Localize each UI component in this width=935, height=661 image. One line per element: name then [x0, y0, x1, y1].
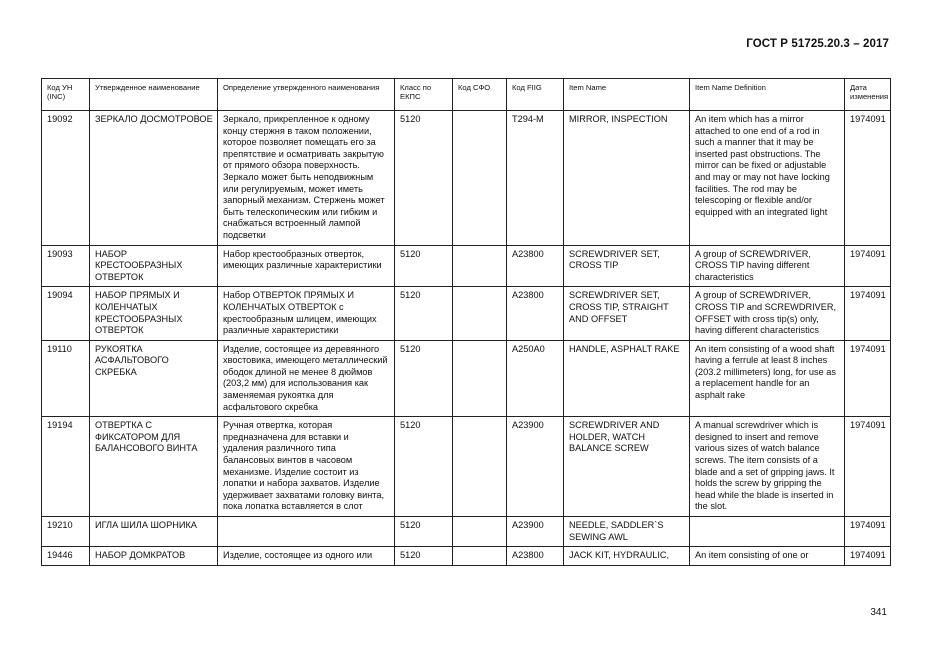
cell-class: 5120 [395, 245, 453, 287]
cell-item-definition: An item which has a mirror attached to one end of a rod in such a manner that it may be inserted past obstructions. The mirror can be fixed or adjustable and may or may not have locking facilities. The rod may be telescoping or flexible and/or equipped with an integrated light [690, 111, 845, 246]
cell-item-name: MIRROR, INSPECTION [564, 111, 690, 246]
cell-fiig: T294-M [507, 111, 564, 246]
cell-date: 1974091 [845, 287, 891, 340]
cell-date: 1974091 [845, 517, 891, 547]
cell-definition: Набор ОТВЕРТОК ПРЯМЫХ И КОЛЕНЧАТЫХ ОТВЕРТОК с крестообразным шлицем, имеющих различные характеристики [218, 287, 395, 340]
cell-date: 1974091 [845, 547, 891, 566]
cell-fiig: A23800 [507, 245, 564, 287]
cell-fiig: A250A0 [507, 340, 564, 417]
table-row [42, 287, 891, 340]
table-row [42, 547, 891, 566]
cell-sfo [453, 340, 507, 417]
cell-item-definition: A group of SCREWDRIVER, CROSS TIP having different characteristics [690, 245, 845, 287]
cell-sfo [453, 517, 507, 547]
cell-item-name: SCREWDRIVER SET, CROSS TIP [564, 245, 690, 287]
table-row [42, 245, 891, 287]
cell-name: РУКОЯТКА АСФАЛЬТОВОГО СКРЕБКА [90, 340, 218, 417]
cell-item-name: SCREWDRIVER SET, CROSS TIP, STRAIGHT AND OFFSET [564, 287, 690, 340]
column-header-code: Код УН (INC) [42, 79, 90, 111]
table-header-row [42, 79, 891, 111]
table-row [42, 517, 891, 547]
cell-item-definition [690, 517, 845, 547]
cell-definition: Набор крестообразных отверток, имеющих различные характеристики [218, 245, 395, 287]
cell-name: НАБОР ПРЯМЫХ И КОЛЕНЧАТЫХ КРЕСТООБРАЗНЫХ ОТВЕРТОК [90, 287, 218, 340]
cell-class: 5120 [395, 287, 453, 340]
cell-date: 1974091 [845, 417, 891, 517]
cell-date: 1974091 [845, 111, 891, 246]
cell-date: 1974091 [845, 245, 891, 287]
column-header-item-name: Item Name [564, 79, 690, 111]
cell-item-name: NEEDLE, SADDLER`S SEWING AWL [564, 517, 690, 547]
cell-fiig: A23900 [507, 517, 564, 547]
cell-definition: Изделие, состоящее из деревянного хвостовика, имеющего металлический ободок длиной не менее 8 дюймов (203,2 мм) для использования как заменяемая рукоятка для асфальтового скребка [218, 340, 395, 417]
cell-sfo [453, 111, 507, 246]
column-header-class: Класс по ЕКПС [395, 79, 453, 111]
table-row [42, 111, 891, 246]
cell-sfo [453, 547, 507, 566]
nomenclature-table [41, 78, 891, 566]
cell-class: 5120 [395, 340, 453, 417]
document-standard-number: ГОСТ Р 51725.20.3 – 2017 [746, 38, 889, 50]
cell-sfo [453, 417, 507, 517]
cell-code: 19093 [42, 245, 90, 287]
column-header-fiig: Код FIIG [507, 79, 564, 111]
cell-item-definition: A group of SCREWDRIVER, CROSS TIP and SCREWDRIVER, OFFSET with cross tip(s) only, having different characteristics [690, 287, 845, 340]
column-header-sfo: Код СФО [453, 79, 507, 111]
cell-item-name: HANDLE, ASPHALT RAKE [564, 340, 690, 417]
cell-name: ЗЕРКАЛО ДОСМОТРОВОЕ [90, 111, 218, 246]
cell-date: 1974091 [845, 340, 891, 417]
cell-definition: Ручная отвертка, которая предназначена для вставки и удаления различного типа балансовых винтов в часовом механизме. Изделие состоит из лопатки и набора захватов. Изделие удерживает захватами головку винта, пока лопатка вставляется в слот [218, 417, 395, 517]
cell-item-name: JACK KIT, HYDRAULIC, [564, 547, 690, 566]
cell-item-definition: A manual screwdriver which is designed to insert and remove various sizes of watch balance screws. The item consists of a blade and a set of gripping jaws. It holds the screw by gripping the head while the blade is inserted in the slot. [690, 417, 845, 517]
column-header-definition: Определение утвержденного наименования [218, 79, 395, 111]
cell-item-definition: An item consisting of one or [690, 547, 845, 566]
cell-definition: Зеркало, прикрепленное к одному концу стержня в таком положении, которое позволяет помещать его за препятствие и осматривать закрытую от прямого обзора поверхность. Зеркало может быть неподвижным или регулируемым, может иметь запорный механизм. Стержень может быть телескопическим или гибким и снабжаться встроенный лампой подсветки [218, 111, 395, 246]
cell-name: ИГЛА ШИЛА ШОРНИКА [90, 517, 218, 547]
cell-fiig: A23900 [507, 417, 564, 517]
cell-code: 19094 [42, 287, 90, 340]
cell-definition: Изделие, состоящее из одного или [218, 547, 395, 566]
table-row [42, 340, 891, 417]
column-header-date: Дата изменения [845, 79, 891, 111]
cell-item-definition: An item consisting of a wood shaft having a ferrule at least 8 inches (203.2 millimeters) long, for use as a replacement handle for an asphalt rake [690, 340, 845, 417]
cell-fiig: A23800 [507, 547, 564, 566]
cell-class: 5120 [395, 517, 453, 547]
table-row [42, 417, 891, 517]
cell-code: 19194 [42, 417, 90, 517]
cell-code: 19092 [42, 111, 90, 246]
page-number: 341 [870, 607, 887, 618]
cell-fiig: A23800 [507, 287, 564, 340]
cell-sfo [453, 245, 507, 287]
cell-name: НАБОР ДОМКРАТОВ [90, 547, 218, 566]
cell-code: 19110 [42, 340, 90, 417]
cell-code: 19210 [42, 517, 90, 547]
cell-definition [218, 517, 395, 547]
cell-name: НАБОР КРЕСТООБРАЗНЫХ ОТВЕРТОК [90, 245, 218, 287]
cell-sfo [453, 287, 507, 340]
cell-class: 5120 [395, 417, 453, 517]
cell-class: 5120 [395, 547, 453, 566]
cell-code: 19446 [42, 547, 90, 566]
cell-item-name: SCREWDRIVER AND HOLDER, WATCH BALANCE SCREW [564, 417, 690, 517]
column-header-item-definition: Item Name Definition [690, 79, 845, 111]
column-header-name: Утвержденное наименование [90, 79, 218, 111]
cell-class: 5120 [395, 111, 453, 246]
cell-name: ОТВЕРТКА С ФИКСАТОРОМ ДЛЯ БАЛАНСОВОГО ВИНТА [90, 417, 218, 517]
